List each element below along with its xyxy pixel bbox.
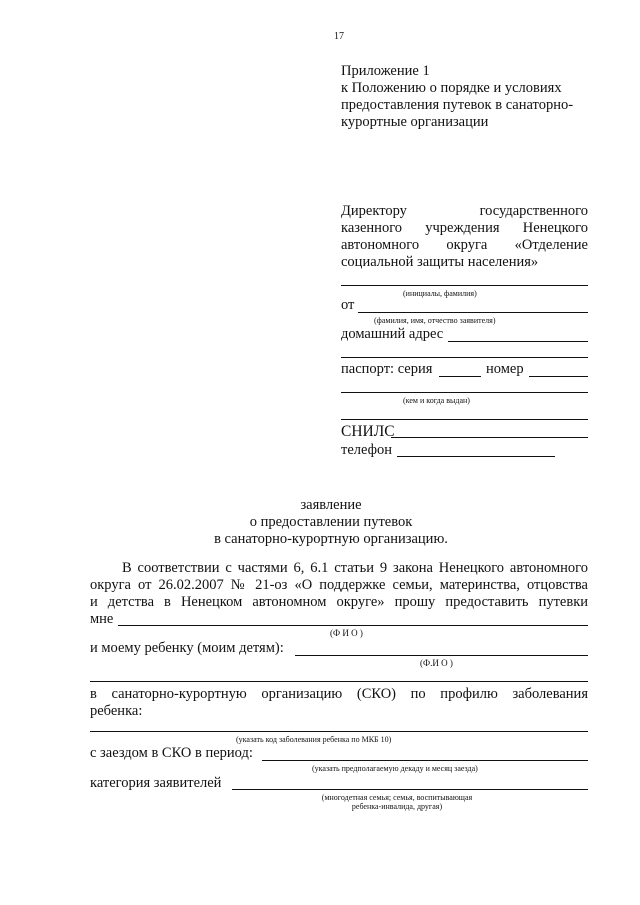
passport-number-field[interactable] [529,376,588,377]
category-field[interactable] [232,789,588,790]
caption-fio-2: (Ф.И О ) [420,658,453,668]
applicant-fio-field[interactable] [118,625,588,626]
from-label: от [341,297,355,313]
initials-field[interactable] [341,285,588,286]
appendix-header [341,63,573,131]
addressee-word: учреждения [425,220,500,236]
appendix-line: курортные организации [341,114,489,130]
addressee-word: государственного [479,203,588,219]
addressee-word: «Отделение [514,237,588,253]
child-fio-field-2[interactable] [90,681,588,682]
period-field[interactable] [262,760,588,761]
appendix-line: предоставления путевок в санаторно- [341,97,574,113]
home-address-field[interactable] [448,341,588,342]
statement-title-line: о предоставлении путевок [249,514,413,530]
addressee-word: Ненецкого [522,220,588,236]
passport-series-field[interactable] [439,376,481,377]
statement-title-line: заявление [300,497,362,513]
addressee-word: Директору [341,203,407,219]
period-label: с заездом в СКО в период: [90,745,253,761]
addressee-word: округа [446,237,488,253]
category-label: категория заявителей [90,775,222,791]
me-label: мне [90,611,114,627]
passport-issued-field-2[interactable] [341,419,588,420]
appendix-line: к Положению о порядке и условиях [341,80,562,96]
page-number: 17 [334,31,344,42]
caption-issued: (кем и когда выдан) [403,396,470,405]
caption-period: (указать предполагаемую декаду и месяц заезда) [312,764,478,773]
addressee-word: автономного [341,237,420,253]
paragraph-line: и детства в Ненецком автономном округе» прошу предоставить путевки [90,594,588,610]
snils-field[interactable] [391,437,588,438]
home-address-label: домашний адрес [341,326,444,342]
addressee-word: казенного [341,220,403,236]
statement-title-line: в санаторно-курортную организацию. [214,531,448,547]
phone-label: телефон [341,442,393,458]
caption-initials: (инициалы, фамилия) [403,289,477,298]
appendix-title: Приложение 1 [341,63,430,79]
caption-category-line: ребенка-инвалида, другая) [351,802,443,811]
passport-issued-field[interactable] [341,392,588,393]
addressee-block [341,203,588,271]
caption-fio-1: (Ф И О ) [330,628,363,638]
paragraph-line: округа от 26.02.2007 № 21-оз «О поддержке семьи, материнства, отцовства [90,577,588,593]
statement-paragraph [90,560,588,611]
paragraph-line: В соответствии с частями 6, 6.1 статьи 9 закона Ненецкого автономного [122,560,588,576]
sko-line: ребенка: [90,703,143,719]
statement-title [100,497,562,548]
disease-code-field[interactable] [90,731,588,732]
sko-line: в санаторно-курортную организацию (СКО) по профилю заболевания [90,686,588,702]
snils-label: СНИЛС [341,423,395,440]
caption-category-line: (многодетная семья; семья, воспитывающая [321,793,473,802]
caption-mkb: (указать код заболевания ребенка по МКБ 10) [236,735,392,744]
phone-field[interactable] [397,456,555,457]
caption-applicant: (фамилия, имя, отчество заявителя) [374,316,496,325]
passport-series-label: паспорт: серия [341,361,433,377]
child-label: и моему ребенку (моим детям): [90,640,284,656]
passport-number-label: номер [486,361,524,377]
caption-category [272,793,522,811]
child-fio-field[interactable] [295,655,588,656]
applicant-name-field[interactable] [358,312,588,313]
sko-paragraph [90,686,588,720]
home-address-field-2[interactable] [341,357,588,358]
addressee-line: социальной защиты населения» [341,254,539,270]
